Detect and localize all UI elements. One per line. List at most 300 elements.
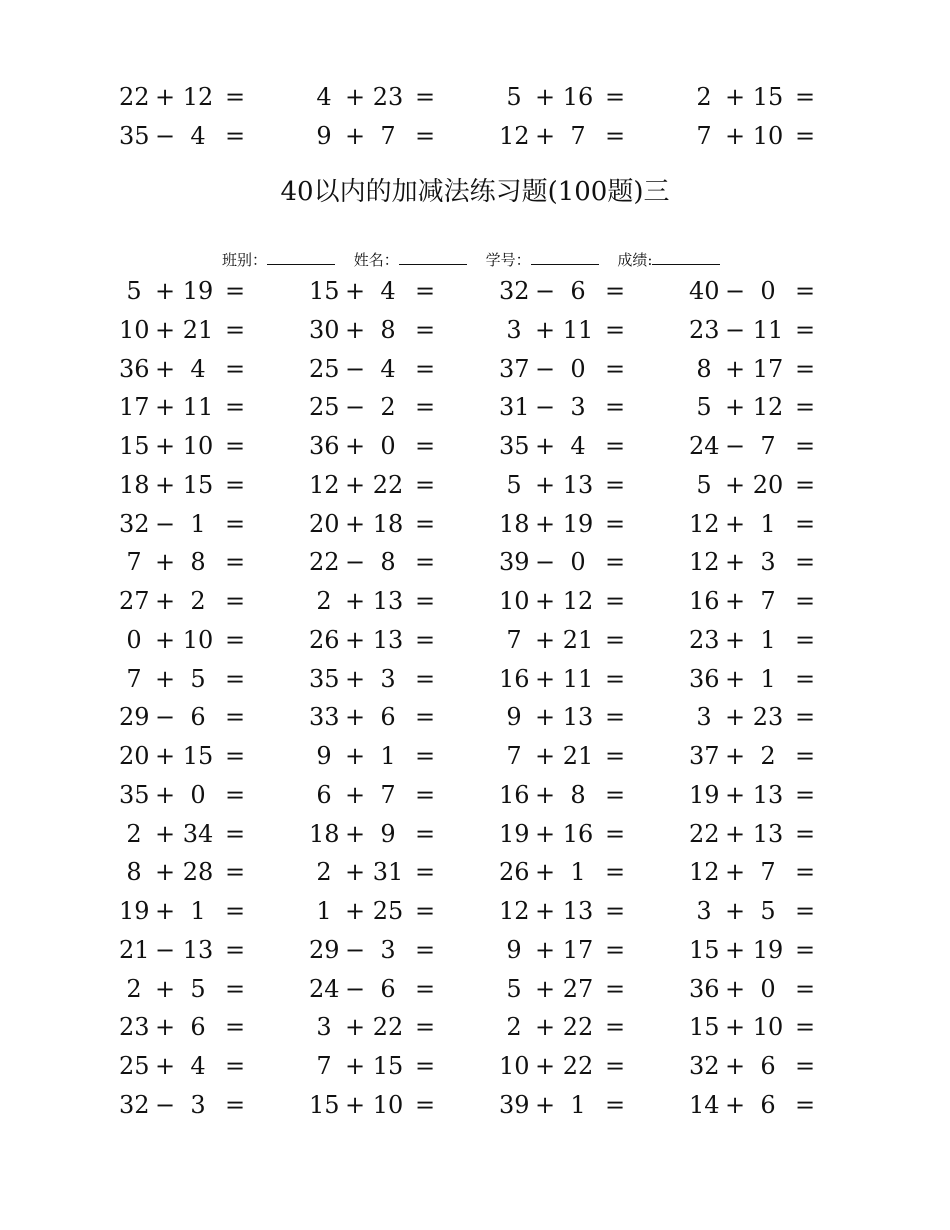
score-field-label: 成绩: [617, 251, 653, 269]
operand-b: 15 [182, 742, 214, 770]
exercise-problem [499, 354, 629, 384]
operator: + [534, 703, 556, 732]
operand-b: 13 [562, 897, 594, 925]
operator: + [534, 1090, 556, 1119]
exercise-problem [119, 470, 249, 500]
operator: − [344, 548, 366, 577]
operator: + [154, 393, 176, 422]
operand-a: 17 [119, 393, 150, 422]
operand-a: 12 [689, 509, 720, 538]
operand-b: 7 [570, 122, 586, 150]
operand-b: 6 [760, 1090, 776, 1119]
operand-a: 15 [689, 1013, 720, 1042]
score-blank [652, 250, 720, 265]
equals-sign: = [605, 122, 626, 150]
exercise-problem [689, 702, 819, 732]
top-problem [119, 121, 249, 151]
operand-a: 21 [119, 935, 150, 964]
operand-a: 20 [309, 509, 340, 538]
equals-sign: = [605, 1090, 626, 1119]
operand-a: 4 [316, 83, 332, 111]
exercise-problem [689, 1012, 819, 1042]
exercise-problem [309, 586, 439, 616]
operator: + [344, 315, 366, 344]
equals-sign: = [795, 315, 816, 344]
operand-b: 21 [182, 315, 214, 344]
operator: + [534, 315, 556, 344]
operand-a: 10 [119, 315, 150, 344]
operand-a: 12 [499, 897, 530, 925]
operand-a: 6 [316, 780, 332, 809]
operand-a: 9 [316, 122, 332, 150]
operator: − [344, 974, 366, 1003]
operator: − [534, 393, 556, 422]
exercise-problem [689, 857, 819, 887]
exercise-problem [119, 819, 249, 849]
operator: + [724, 1013, 746, 1042]
operator: + [154, 664, 176, 693]
operand-b: 17 [752, 354, 784, 383]
operator: + [724, 83, 746, 111]
exercise-problem [499, 276, 629, 306]
exercise-problem [499, 586, 629, 616]
operand-b: 7 [380, 122, 396, 150]
operator: + [724, 548, 746, 577]
operand-b: 19 [182, 277, 214, 305]
operator: + [344, 897, 366, 925]
operand-b: 6 [380, 703, 396, 732]
operand-b: 3 [190, 1090, 206, 1119]
score-field [617, 249, 720, 271]
exercise-problem [119, 780, 249, 810]
operator: + [154, 625, 176, 654]
exercise-problem [309, 547, 439, 577]
operator: + [724, 819, 746, 848]
operator: − [344, 393, 366, 422]
operator: + [344, 1090, 366, 1119]
operand-b: 23 [752, 703, 784, 732]
operand-a: 16 [499, 664, 530, 693]
exercise-problem [119, 664, 249, 694]
exercise-problem [689, 780, 819, 810]
operand-a: 25 [309, 354, 340, 383]
operand-a: 15 [689, 935, 720, 964]
operand-b: 1 [190, 897, 206, 925]
operator: + [344, 470, 366, 499]
equals-sign: = [605, 354, 626, 383]
exercise-problem [689, 625, 819, 655]
operand-a: 8 [696, 354, 712, 383]
operator: − [534, 548, 556, 577]
operand-a: 12 [309, 470, 340, 499]
operator: − [724, 315, 746, 344]
operand-b: 2 [380, 393, 396, 422]
top-problem [689, 82, 819, 112]
equals-sign: = [605, 1013, 626, 1042]
exercise-problem [499, 509, 629, 539]
equals-sign: = [795, 122, 816, 150]
operator: + [534, 897, 556, 925]
operand-a: 39 [499, 1090, 530, 1119]
operand-b: 2 [760, 742, 776, 770]
exercise-problem [309, 315, 439, 345]
operand-b: 11 [182, 393, 214, 422]
operand-b: 21 [562, 625, 594, 654]
equals-sign: = [225, 1013, 246, 1042]
exercise-problem [309, 431, 439, 461]
exercise-problem [499, 1012, 629, 1042]
equals-sign: = [415, 858, 436, 887]
exercise-problem [119, 935, 249, 965]
operator: + [724, 354, 746, 383]
equals-sign: = [415, 703, 436, 732]
exercise-problem [119, 896, 249, 926]
operator: + [534, 935, 556, 964]
operator: − [154, 509, 176, 538]
exercise-problem [119, 315, 249, 345]
equals-sign: = [795, 548, 816, 577]
operator: + [154, 83, 176, 111]
exercise-problem [499, 974, 629, 1004]
equals-sign: = [225, 664, 246, 693]
operand-b: 1 [570, 858, 586, 887]
operand-a: 16 [499, 780, 530, 809]
equals-sign: = [225, 587, 246, 615]
exercise-problem [689, 276, 819, 306]
exercise-problem [119, 392, 249, 422]
equals-sign: = [225, 354, 246, 383]
operand-a: 8 [126, 858, 142, 887]
operator: + [154, 974, 176, 1003]
operator: + [344, 587, 366, 615]
operator: + [534, 122, 556, 150]
equals-sign: = [605, 548, 626, 577]
operator: + [534, 1013, 556, 1042]
operator: + [724, 470, 746, 499]
operand-a: 5 [696, 470, 712, 499]
operand-a: 22 [309, 548, 340, 577]
operand-b: 10 [752, 122, 784, 150]
operator: + [344, 277, 366, 305]
operand-b: 13 [562, 703, 594, 732]
operand-b: 10 [182, 625, 214, 654]
operand-a: 5 [696, 393, 712, 422]
equals-sign: = [415, 625, 436, 654]
equals-sign: = [795, 393, 816, 422]
operand-b: 34 [182, 819, 214, 848]
operand-a: 35 [119, 780, 150, 809]
operand-b: 10 [372, 1090, 404, 1119]
exercise-problem [309, 780, 439, 810]
operator: − [724, 432, 746, 460]
operator: + [534, 1052, 556, 1080]
equals-sign: = [605, 858, 626, 887]
equals-sign: = [225, 1090, 246, 1119]
equals-sign: = [225, 742, 246, 770]
operand-b: 10 [182, 432, 214, 460]
operand-b: 3 [760, 548, 776, 577]
operator: + [534, 509, 556, 538]
worksheet-title: 40以内的加减法练习题(100题)三 [280, 177, 670, 207]
exercise-problem [689, 1090, 819, 1120]
operator: + [154, 354, 176, 383]
equals-sign: = [415, 587, 436, 615]
operand-b: 23 [372, 83, 404, 111]
equals-sign: = [605, 780, 626, 809]
exercise-problem [689, 664, 819, 694]
operator: + [344, 703, 366, 732]
operand-b: 9 [380, 819, 396, 848]
operand-b: 1 [380, 742, 396, 770]
equals-sign: = [415, 393, 436, 422]
class-blank [267, 250, 335, 265]
exercise-problem [309, 276, 439, 306]
equals-sign: = [795, 935, 816, 964]
operand-b: 12 [182, 83, 214, 111]
exercise-problem [119, 547, 249, 577]
exercise-problem [689, 974, 819, 1004]
exercise-problem [309, 1090, 439, 1120]
operator: + [154, 315, 176, 344]
exercise-problem [689, 819, 819, 849]
operator: + [344, 432, 366, 460]
operator: + [534, 858, 556, 887]
operator: + [344, 664, 366, 693]
operator: + [154, 858, 176, 887]
operator: + [534, 587, 556, 615]
operand-b: 20 [752, 470, 784, 499]
top-problem [689, 121, 819, 151]
operand-b: 8 [380, 548, 396, 577]
operand-a: 23 [119, 1013, 150, 1042]
equals-sign: = [415, 1013, 436, 1042]
operand-b: 19 [562, 509, 594, 538]
operator: + [344, 625, 366, 654]
operator: + [724, 935, 746, 964]
operator: + [344, 819, 366, 848]
exercise-problem [499, 547, 629, 577]
equals-sign: = [795, 780, 816, 809]
class-field [222, 249, 335, 271]
operator: + [534, 625, 556, 654]
operand-b: 3 [570, 393, 586, 422]
operand-b: 1 [190, 509, 206, 538]
operand-b: 6 [760, 1052, 776, 1080]
operand-a: 25 [119, 1052, 150, 1080]
exercise-problem [499, 935, 629, 965]
operator: + [724, 625, 746, 654]
operand-a: 0 [126, 625, 142, 654]
operand-a: 2 [506, 1013, 522, 1042]
operand-a: 7 [506, 625, 522, 654]
equals-sign: = [415, 470, 436, 499]
equals-sign: = [795, 509, 816, 538]
exercise-problem [499, 1090, 629, 1120]
operator: − [154, 935, 176, 964]
operator: + [344, 122, 366, 150]
equals-sign: = [795, 1013, 816, 1042]
operator: + [724, 122, 746, 150]
operand-b: 0 [190, 780, 206, 809]
exercise-problem [499, 315, 629, 345]
equals-sign: = [415, 315, 436, 344]
operator: − [724, 277, 746, 305]
operand-b: 0 [760, 974, 776, 1003]
equals-sign: = [795, 703, 816, 732]
operator: + [724, 897, 746, 925]
operator: + [344, 83, 366, 111]
operand-b: 12 [752, 393, 784, 422]
operand-b: 11 [562, 315, 594, 344]
exercise-problem [119, 625, 249, 655]
operand-a: 24 [689, 432, 720, 460]
operand-a: 2 [696, 83, 712, 111]
exercise-problem [119, 857, 249, 887]
equals-sign: = [415, 122, 436, 150]
operand-a: 15 [309, 1090, 340, 1119]
operand-a: 15 [119, 432, 150, 460]
equals-sign: = [225, 974, 246, 1003]
operand-a: 32 [119, 1090, 150, 1119]
operand-b: 25 [372, 897, 404, 925]
exercise-problem [499, 702, 629, 732]
operand-b: 6 [380, 974, 396, 1003]
equals-sign: = [605, 587, 626, 615]
operand-b: 1 [760, 509, 776, 538]
equals-sign: = [225, 897, 246, 925]
operator: + [154, 587, 176, 615]
name-field-label: 姓名： [353, 251, 399, 269]
operand-a: 7 [316, 1052, 332, 1080]
equals-sign: = [605, 664, 626, 693]
equals-sign: = [605, 470, 626, 499]
equals-sign: = [415, 897, 436, 925]
operator: + [154, 897, 176, 925]
operator: + [534, 742, 556, 770]
equals-sign: = [795, 354, 816, 383]
exercise-problem [689, 392, 819, 422]
exercise-problem [119, 741, 249, 771]
name-blank [399, 250, 467, 265]
top-problem [119, 82, 249, 112]
operand-a: 36 [309, 432, 340, 460]
equals-sign: = [795, 1052, 816, 1080]
operand-a: 26 [309, 625, 340, 654]
exercise-problem [499, 741, 629, 771]
operator: + [344, 742, 366, 770]
equals-sign: = [225, 122, 246, 150]
operand-a: 12 [689, 858, 720, 887]
exercise-problem [499, 431, 629, 461]
operand-a: 5 [126, 277, 142, 305]
equals-sign: = [415, 83, 436, 111]
operator: + [724, 664, 746, 693]
operand-b: 5 [190, 664, 206, 693]
operand-a: 32 [689, 1052, 720, 1080]
equals-sign: = [415, 819, 436, 848]
operand-b: 31 [372, 858, 404, 887]
operand-a: 36 [119, 354, 150, 383]
exercise-problem [689, 896, 819, 926]
operator: − [344, 935, 366, 964]
operand-a: 26 [499, 858, 530, 887]
operand-a: 5 [506, 470, 522, 499]
top-problem [499, 121, 629, 151]
operand-a: 33 [309, 703, 340, 732]
operand-b: 8 [380, 315, 396, 344]
top-problem [309, 82, 439, 112]
equals-sign: = [415, 509, 436, 538]
operand-a: 2 [316, 587, 332, 615]
operand-a: 7 [126, 548, 142, 577]
exercise-problem [309, 819, 439, 849]
operand-a: 22 [689, 819, 720, 848]
student-id-field [486, 249, 599, 271]
operator: + [344, 858, 366, 887]
equals-sign: = [795, 974, 816, 1003]
exercise-problem [309, 392, 439, 422]
operand-b: 2 [190, 587, 206, 615]
operator: + [154, 1052, 176, 1080]
exercise-problem [689, 547, 819, 577]
operand-a: 40 [689, 277, 720, 305]
equals-sign: = [225, 1052, 246, 1080]
equals-sign: = [415, 1090, 436, 1119]
exercise-problem [309, 896, 439, 926]
operator: − [534, 277, 556, 305]
operand-a: 2 [126, 819, 142, 848]
operand-b: 15 [182, 470, 214, 499]
exercise-problem [309, 857, 439, 887]
equals-sign: = [415, 935, 436, 964]
equals-sign: = [225, 432, 246, 460]
operator: − [534, 354, 556, 383]
operand-a: 39 [499, 548, 530, 577]
exercise-problem [499, 819, 629, 849]
operand-b: 4 [190, 122, 206, 150]
operator: + [724, 1090, 746, 1119]
operand-b: 0 [570, 354, 586, 383]
operator: + [154, 548, 176, 577]
operand-a: 37 [499, 354, 530, 383]
operand-a: 23 [689, 315, 720, 344]
top-problem [309, 121, 439, 151]
operand-b: 22 [372, 1013, 404, 1042]
exercise-problem [499, 625, 629, 655]
equals-sign: = [795, 742, 816, 770]
operand-a: 30 [309, 315, 340, 344]
equals-sign: = [225, 277, 246, 305]
exercise-problem [499, 392, 629, 422]
exercise-problem [689, 586, 819, 616]
equals-sign: = [605, 819, 626, 848]
operand-b: 4 [570, 432, 586, 460]
exercise-problem [689, 741, 819, 771]
exercise-problem [309, 974, 439, 1004]
operator: + [724, 393, 746, 422]
exercise-problem [499, 896, 629, 926]
equals-sign: = [795, 1090, 816, 1119]
operand-a: 14 [689, 1090, 720, 1119]
operand-b: 0 [380, 432, 396, 460]
equals-sign: = [225, 548, 246, 577]
operand-a: 9 [506, 935, 522, 964]
equals-sign: = [605, 432, 626, 460]
operator: + [724, 1052, 746, 1080]
operand-a: 7 [126, 664, 142, 693]
operand-a: 10 [499, 1052, 530, 1080]
operand-b: 1 [570, 1090, 586, 1119]
